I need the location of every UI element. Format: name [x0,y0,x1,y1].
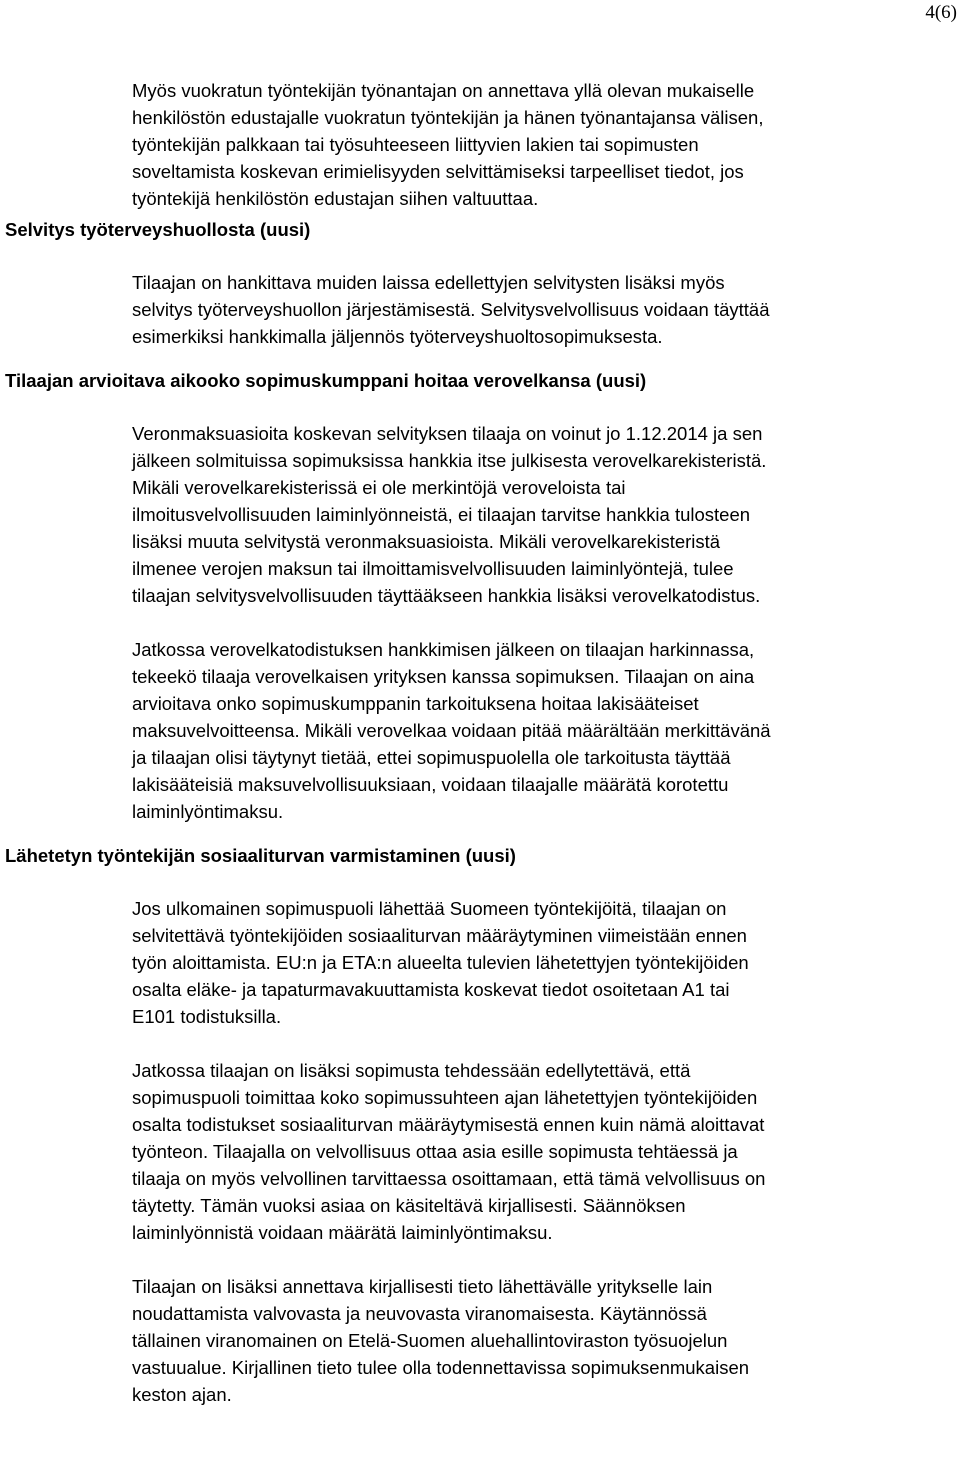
verovelka-paragraph-2: Jatkossa verovelkatodistuksen hankkimisen jälkeen on tilaajan harkinnassa, tekeekö tilaaja verovelkaisen yrityksen kanssa sopimuksen. Tilaajan on aina arvioitava onko sopimuskumppanin tarkoituksena hoitaa lakisääteiset maksuvelvoitteensa. Mikäli verovelkaa voidaan pitää määrältään merkittävänä ja tilaajan olisi täytynyt tietää, ettei sopimuspuolella ole tarkoitusta täyttää lakisääteisiä maksuvelvollisuuksiaan, voidaan tilaajalle määrätä korotettu laiminlyöntimaksu. [132,639,771,822]
tyoterveyshuolto-paragraph: Tilaajan on hankittava muiden laissa edellettyjen selvitysten lisäksi myös selvitys työterveyshuollon järjestämisestä. Selvitysvelvollisuus voidaan täyttää esimerkiksi hankkimalla jäljennös työterveyshuoltosopimuksesta. [132,272,770,347]
section-heading-tyoterveyshuolto: Selvitys työterveyshuollosta (uusi) [5,219,311,240]
section-heading-sosiaaliturva: Lähetetyn työntekijän sosiaaliturvan varmistaminen (uusi) [5,845,516,866]
page-number: 4(6) [925,2,957,23]
verovelka-paragraph-1: Veronmaksuasioita koskevan selvityksen tilaaja on voinut jo 1.12.2014 ja sen jälkeen solmituissa sopimuksissa hankkia itse julkisesta verovelkarekisteristä. Mikäli verovelkarekisterissä ei ole merkintöjä veroveloista tai ilmoitusvelvollisuuden laiminlyönneistä, ei tilaajan tarvitse hankkia tulosteen lisäksi muuta selvitystä veronmaksuasioista. Mikäli verovelkarekisteristä ilmenee verojen maksun tai ilmoittamisvelvollisuuden laiminlyöntejä, tulee tilaajan selvitysvelvollisuuden täyttääkseen hankkia lisäksi verovelkatodistus. [132,423,767,606]
intro-paragraph: Myös vuokratun työntekijän työnantajan on annettava yllä olevan mukaiselle henkilöstön edustajalle vuokratun työntekijän ja hänen työnantajansa välisen, työntekijän palkkaan tai työsuhteeseen liittyvien lakien tai sopimusten soveltamista koskevan erimielisyyden selvittämiseksi tarpeelliset tiedot, jos työntekijä henkilöstön edustajan siihen valtuuttaa. [132,80,764,209]
section-heading-verovelka: Tilaajan arvioitava aikooko sopimuskumppani hoitaa verovelkansa (uusi) [5,370,647,391]
sosiaaliturva-paragraph-1: Jos ulkomainen sopimuspuoli lähettää Suomeen työntekijöitä, tilaajan on selvitettävä työntekijöiden sosiaaliturvan määräytyminen viimeistään ennen työn aloittamista. EU:n ja ETA:n alueelta tulevien lähetettyjen työntekijöiden osalta eläke- ja tapaturmavakuuttamista koskevat tiedot osoitetaan A1 tai E101 todistuksilla. [132,898,749,1027]
sosiaaliturva-paragraph-2: Jatkossa tilaajan on lisäksi sopimusta tehdessään edellytettävä, että sopimuspuoli toimittaa koko sopimussuhteen ajan lähetettyjen työntekijöiden osalta todistukset sosiaaliturvan määräytymisestä ennen kuin nämä aloittavat työnteon. Tilaajalla on velvollisuus ottaa asia esille sopimusta tehtäessä ja tilaaja on myös velvollinen tarvittaessa osoittamaan, että tämä velvollisuus on täytetty. Tämän vuoksi asiaa on käsiteltävä kirjallisesti. Säännöksen laiminlyönnistä voidaan määrätä laiminlyöntimaksu. [132,1060,766,1243]
document-body [5,77,955,1408]
sosiaaliturva-paragraph-3: Tilaajan on lisäksi annettava kirjallisesti tieto lähettävälle yritykselle lain noudattamista valvovasta ja neuvovasta viranomaisesta. Käytännössä tällainen viranomainen on Etelä-Suomen aluehallintoviraston työsuojelun vastuualue. Kirjallinen tieto tulee olla todennettavissa sopimuksenmukaisen keston ajan. [132,1276,750,1405]
